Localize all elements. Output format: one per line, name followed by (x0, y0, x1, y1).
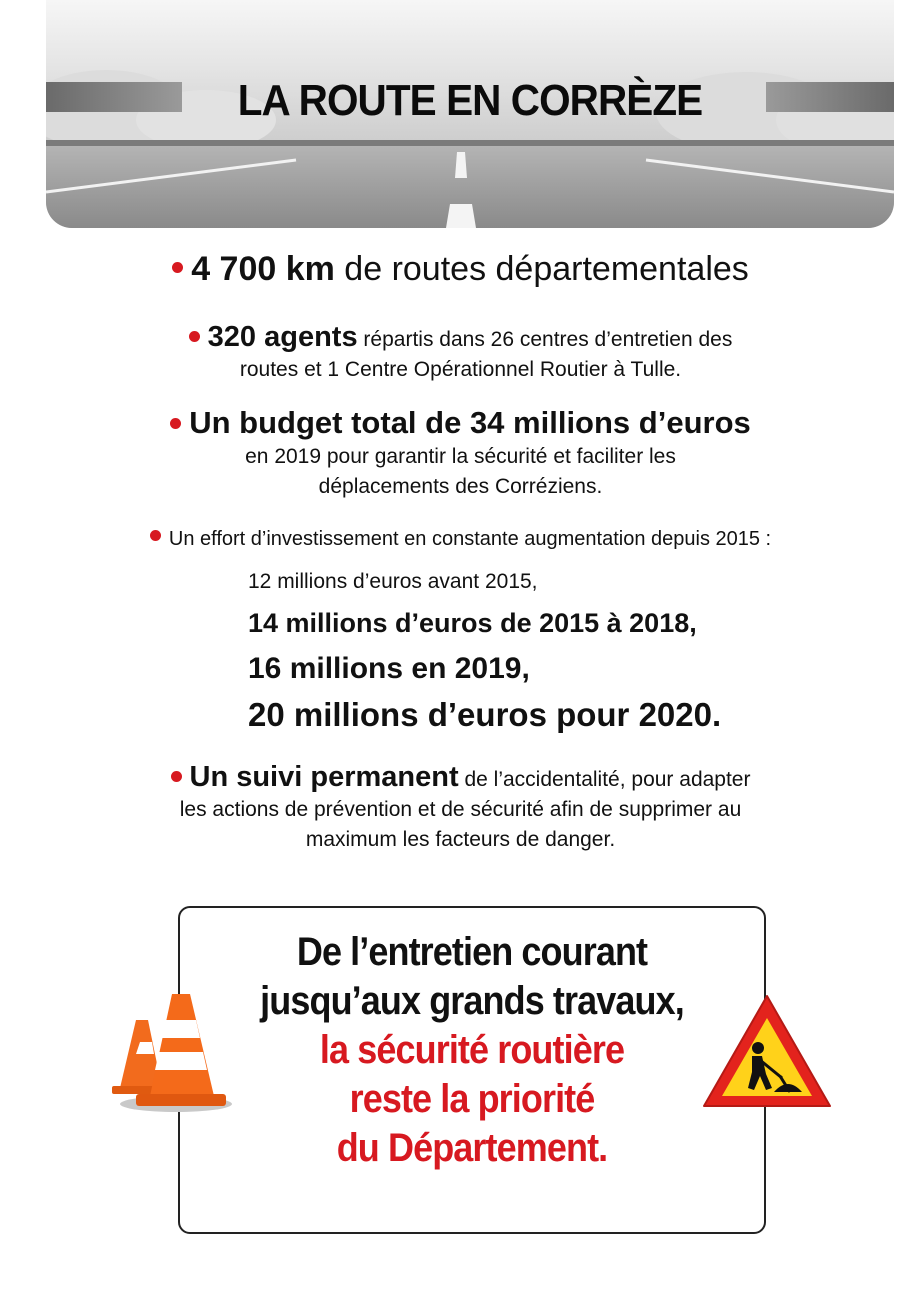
bullet-dot (189, 331, 200, 342)
roadworks-sign-icon (700, 992, 834, 1117)
header-banner (46, 0, 894, 228)
bullet-text: Un effort d’investissement en constante augmentation depuis 2015 : (168, 528, 772, 550)
bullet-road-length (0, 250, 921, 289)
traffic-cones-icon (106, 990, 236, 1119)
bullet-text-line2: en 2019 pour garantir la sécurité et faciliter les (245, 445, 676, 468)
bullet-investment (0, 528, 921, 551)
bullet-budget (0, 405, 921, 502)
bullet-text-line2: routes et 1 Centre Opérationnel Routier à Tulle. (239, 358, 682, 381)
investment-line: 20 millions d’euros pour 2020. (248, 696, 722, 733)
bullet-dot (150, 530, 161, 541)
bullet-dot (170, 418, 181, 429)
bullet-agents (0, 322, 921, 385)
callout-text (180, 928, 764, 1173)
page-title: LA ROUTE EN CORRÈZE (237, 76, 703, 125)
callout-line-red: reste la priorité (349, 1077, 595, 1121)
investment-line: 12 millions d’euros avant 2015, (248, 570, 538, 593)
bullet-dot (171, 771, 182, 782)
callout-line-red: du Département. (336, 1126, 608, 1170)
investment-line: 16 millions en 2019, (248, 652, 530, 685)
callout-box (178, 906, 766, 1234)
callout-line: jusqu’aux grands travaux, (260, 979, 684, 1023)
callout-line-red: la sécurité routière (319, 1028, 625, 1072)
bullet-text: de l’accidentalité, pour adapter (458, 768, 751, 791)
bullet-strong: Un budget total de 34 millions d’euros (189, 405, 751, 440)
bullet-monitoring (0, 762, 921, 855)
bullet-dot (172, 262, 183, 273)
bullet-text-line3: maximum les facteurs de danger. (305, 828, 616, 851)
bullet-strong: 4 700 km (191, 250, 335, 288)
bullet-text: de routes départementales (334, 250, 749, 288)
bullet-text-line2: les actions de prévention et de sécurité afin de supprimer au (179, 798, 742, 821)
bullet-text: répartis dans 26 centres d’entretien des (357, 328, 733, 351)
investment-line: 14 millions d’euros de 2015 à 2018, (248, 608, 697, 638)
bullet-strong: 320 agents (207, 321, 358, 353)
bullet-strong: Un suivi permanent (189, 761, 459, 793)
callout-line: De l’entretien courant (296, 930, 648, 974)
bullet-text-line3: déplacements des Corréziens. (318, 475, 603, 498)
